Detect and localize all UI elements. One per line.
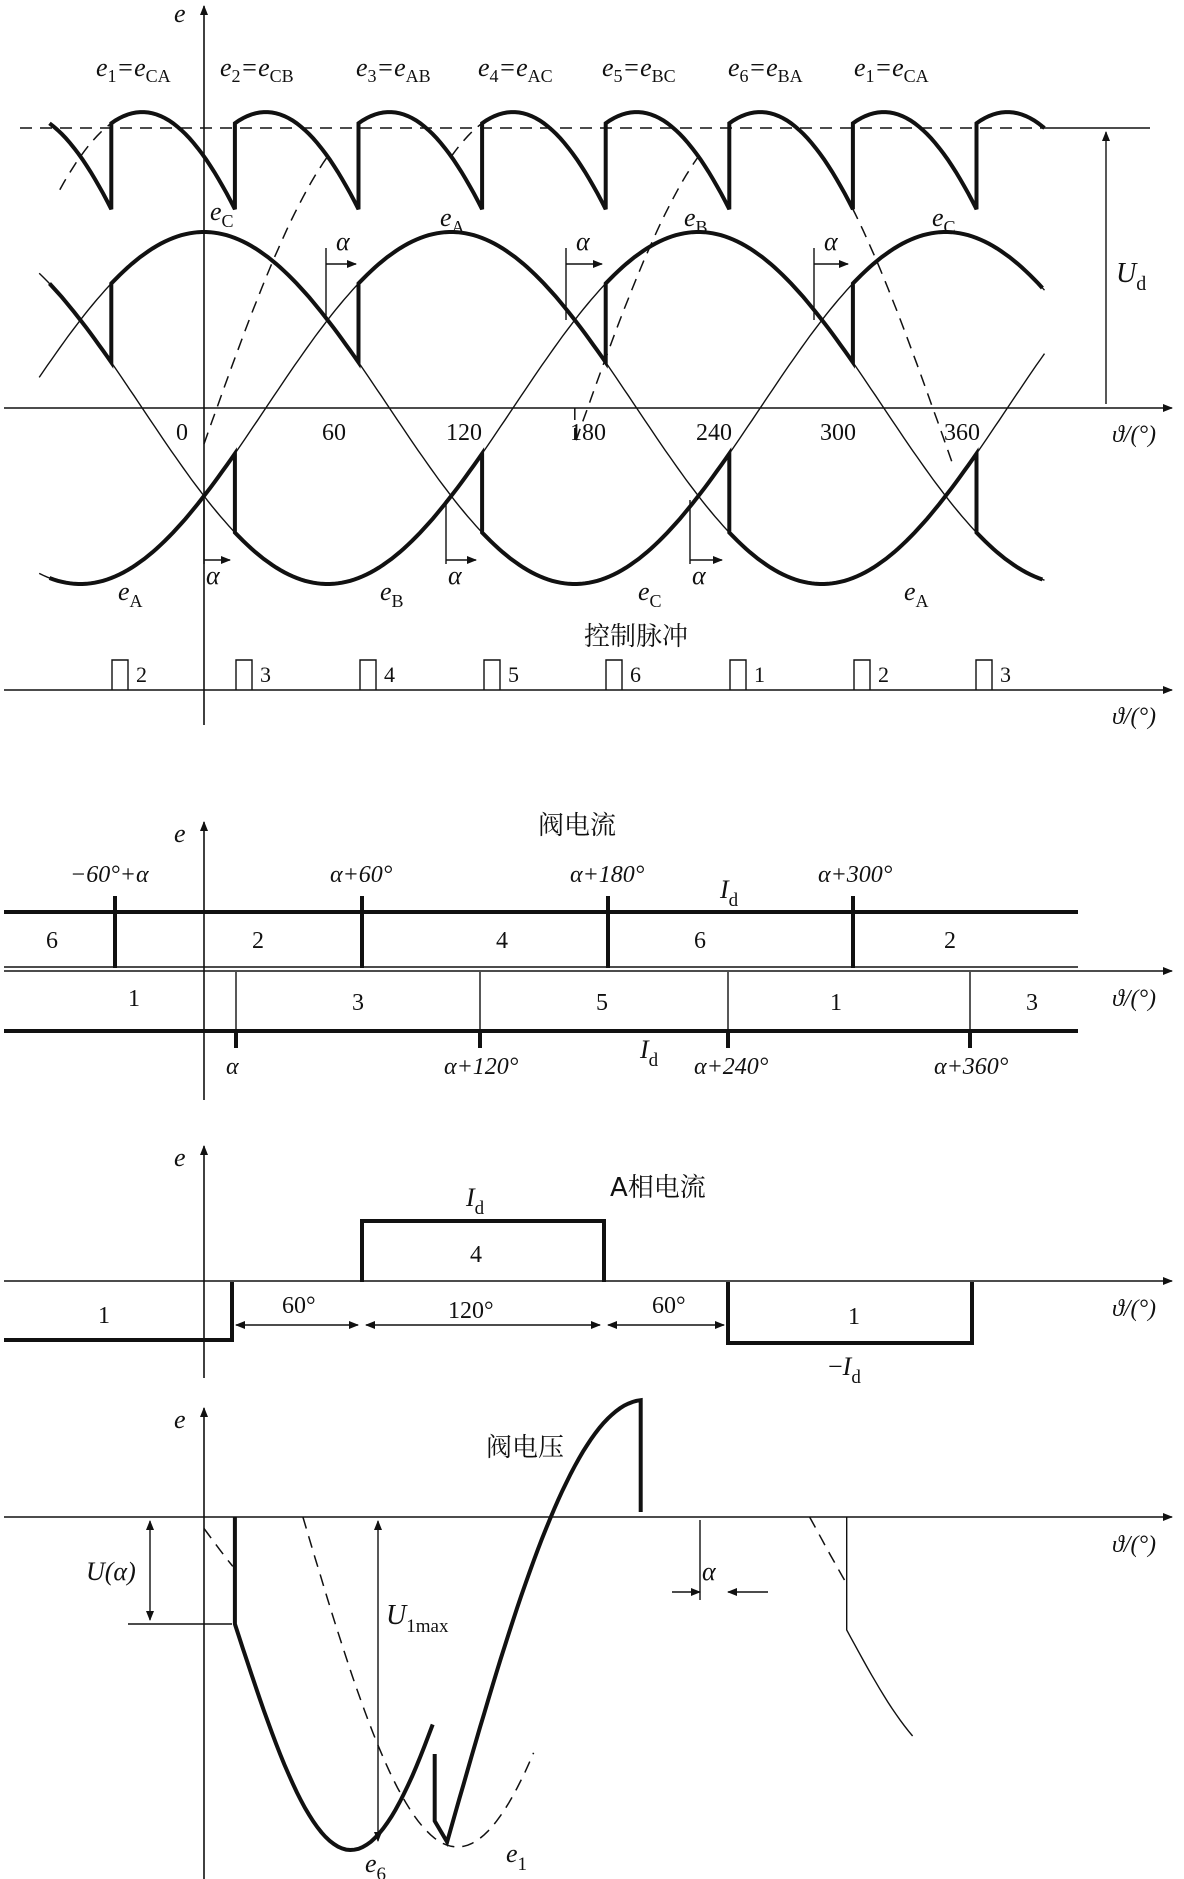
- id-upper-label: $I_d$: [720, 875, 739, 911]
- tick-label: 180: [570, 420, 606, 446]
- e1-label: $e_1$: [506, 1839, 528, 1875]
- control-pulse-number: 5: [508, 662, 519, 687]
- tick-label: 120: [446, 420, 482, 446]
- panel-1-voltage-waveforms: [4, 0, 1172, 730]
- panel4-x-label: ϑ/(°): [1112, 1532, 1157, 1558]
- mark-minus60-alpha: −60°+α: [70, 862, 149, 888]
- mark-alpha-300: α+300°: [818, 862, 893, 888]
- line-voltage-label: $e_1=e_{CA}$: [854, 53, 929, 86]
- phase-label: $e_A$: [904, 577, 929, 611]
- id-lower-label: $I_d$: [640, 1035, 659, 1071]
- line-voltage-label: $e_6=e_{BA}$: [728, 53, 803, 86]
- control-pulse-number: 6: [630, 662, 641, 687]
- phase-label: $e_C$: [210, 197, 234, 231]
- panel3-x-label: ϑ/(°): [1112, 1296, 1157, 1322]
- valve-number: 6: [46, 928, 58, 954]
- tick-label: 0: [176, 420, 188, 446]
- valve-number: 1: [830, 990, 842, 1016]
- valve-number: 4: [496, 928, 508, 954]
- valve-number: 2: [252, 928, 264, 954]
- panel1-y-label: e: [174, 0, 186, 28]
- panel1-tick-labels: [176, 420, 980, 446]
- tick-label: 300: [820, 420, 856, 446]
- negative-current-pulse: [4, 1282, 232, 1340]
- control-pulse: [854, 660, 870, 690]
- alpha-label: α: [702, 1557, 716, 1586]
- control-pulse: [976, 660, 992, 690]
- mark-alpha: α: [226, 1054, 239, 1080]
- valve-number: 6: [694, 928, 706, 954]
- span-label: 60°: [652, 1293, 686, 1319]
- current-number: 1: [848, 1304, 860, 1330]
- control-pulse-number: 1: [754, 662, 765, 687]
- panel2-y-label: e: [174, 819, 186, 848]
- mark-alpha-120: α+120°: [444, 1054, 519, 1080]
- valve-voltage-title: 阀电压: [486, 1433, 565, 1463]
- valve-voltage-tail: [847, 1517, 913, 1736]
- control-pulse-title: 控制脉冲: [584, 622, 689, 652]
- line-voltage-envelope: [50, 112, 1045, 209]
- alpha-label: α: [448, 561, 462, 590]
- panel1-line-voltage-labels: [96, 53, 929, 86]
- id-label: $I_d$: [466, 1183, 485, 1219]
- control-pulse-number: 2: [136, 662, 147, 687]
- line-voltage-label: $e_2=e_{CB}$: [220, 53, 294, 86]
- valve-number: 3: [352, 990, 364, 1016]
- positive-current-pulse: [362, 1221, 604, 1282]
- valve-number: 5: [596, 990, 608, 1016]
- ud-label: $U_d$: [1116, 258, 1147, 295]
- current-number: 4: [470, 1242, 482, 1268]
- control-pulse: [730, 660, 746, 690]
- tick-label: 240: [696, 420, 732, 446]
- line-voltage-dashed-arc: [60, 112, 204, 190]
- line-voltage-label: $e_3=e_{AB}$: [356, 53, 431, 86]
- control-pulse: [360, 660, 376, 690]
- control-pulse-number: 4: [384, 662, 395, 687]
- control-pulses: [112, 660, 1011, 690]
- line-voltage-label: $e_4=e_{AC}$: [478, 53, 553, 86]
- control-pulse-number: 2: [878, 662, 889, 687]
- panel-4-valve-voltage: [4, 1400, 1172, 1879]
- panel2-x-label: ϑ/(°): [1112, 986, 1157, 1012]
- negative-rail-waveform: [50, 454, 1043, 584]
- tick-label: 360: [944, 420, 980, 446]
- valve-current-title: 阀电流: [538, 811, 617, 841]
- alpha-label: α: [336, 227, 350, 256]
- valve-number: 3: [1026, 990, 1038, 1016]
- panel-3-phase-a-current: [4, 1143, 1172, 1388]
- valve-voltage-waveform: [235, 1517, 433, 1850]
- panel1-x-label: ϑ/(°): [1112, 422, 1157, 448]
- line-voltage-dashed-arc: [451, 112, 698, 444]
- e6-label: $e_6$: [365, 1849, 387, 1879]
- control-pulse: [606, 660, 622, 690]
- line-voltage-label: $e_5=e_{BC}$: [602, 53, 676, 86]
- mark-alpha-240: α+240°: [694, 1054, 769, 1080]
- control-pulse: [236, 660, 252, 690]
- panel4-y-label: e: [174, 1405, 186, 1434]
- phase-label: $e_B$: [684, 203, 708, 237]
- mark-alpha-180: α+180°: [570, 862, 645, 888]
- u1max-label: $U_{1max}$: [386, 1600, 449, 1637]
- phase-label: $e_A$: [440, 203, 465, 237]
- span-label: 60°: [282, 1293, 316, 1319]
- control-pulse-number: 3: [1000, 662, 1011, 687]
- control-pulse: [112, 660, 128, 690]
- phase-label: $e_C$: [932, 203, 956, 237]
- panel3-y-label: e: [174, 1143, 186, 1172]
- pulse-x-label: ϑ/(°): [1112, 704, 1157, 730]
- valve-voltage-dashed: [204, 1528, 233, 1566]
- panel1-phase-labels: [118, 197, 956, 611]
- valve-number: 1: [128, 986, 140, 1012]
- control-pulse: [484, 660, 500, 690]
- tick-label: 60: [322, 420, 346, 446]
- alpha-label: α: [692, 561, 706, 590]
- valve-voltage-dashed: [303, 1517, 534, 1847]
- valve-number: 2: [944, 928, 956, 954]
- current-number: 1: [98, 1303, 110, 1329]
- phase-label: $e_B$: [380, 577, 404, 611]
- alpha-label: α: [576, 227, 590, 256]
- panel-2-valve-currents: [4, 811, 1172, 1100]
- phase-a-current-title: A相电流: [610, 1173, 706, 1203]
- span-label: 120°: [448, 1298, 494, 1324]
- mark-alpha-360: α+360°: [934, 1054, 1009, 1080]
- phase-label: $e_A$: [118, 577, 143, 611]
- mark-alpha-60: α+60°: [330, 862, 393, 888]
- alpha-label: α: [206, 561, 220, 590]
- minus-id-label: $-I_d$: [828, 1352, 861, 1388]
- control-pulse-number: 3: [260, 662, 271, 687]
- valve-voltage-dashed: [810, 1517, 847, 1584]
- valve-voltage-waveform: [435, 1400, 641, 1842]
- u-alpha-label: U(α): [86, 1557, 136, 1586]
- positive-rail-waveform: [50, 232, 1043, 362]
- phase-label: $e_C$: [638, 577, 662, 611]
- line-voltage-label: $e_1=e_{CA}$: [96, 53, 171, 86]
- alpha-label: α: [824, 227, 838, 256]
